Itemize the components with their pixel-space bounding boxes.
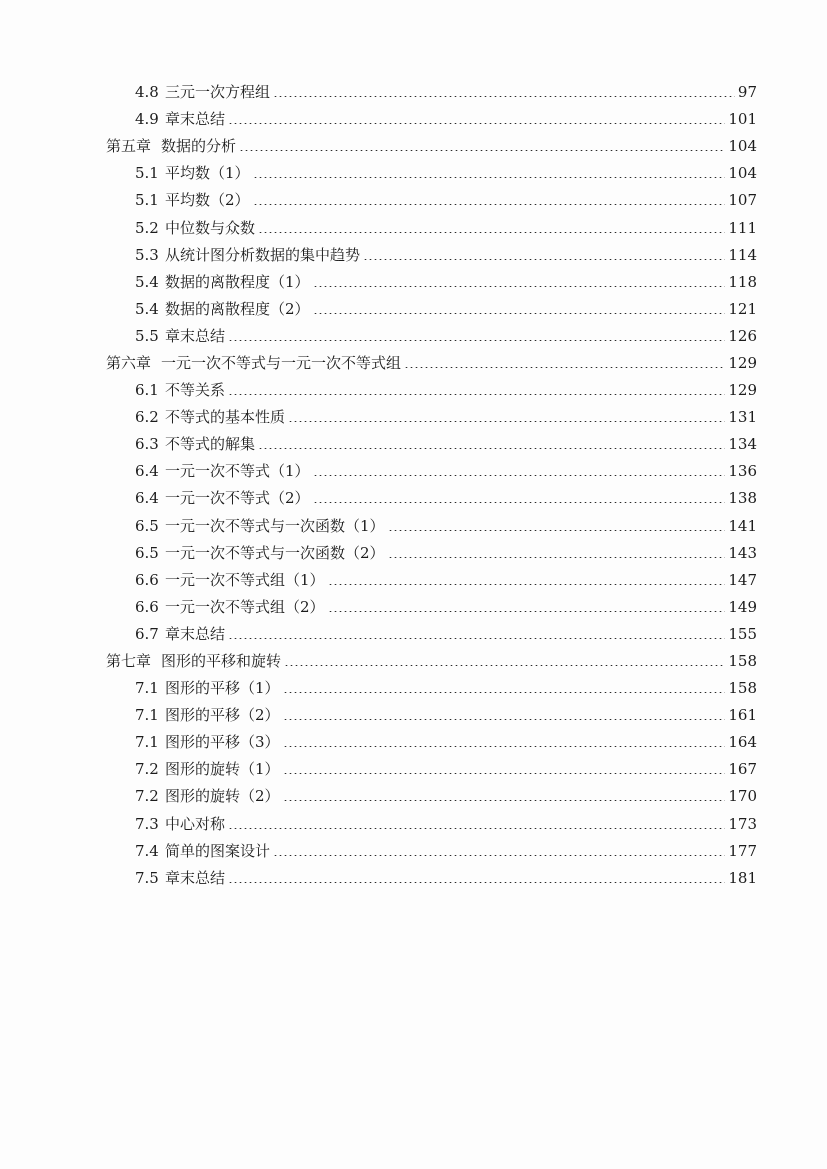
- toc-dot-leader: [363, 259, 725, 260]
- toc-dot-leader: [328, 584, 726, 585]
- toc-entry-number: 第五章: [106, 137, 152, 156]
- toc-entry-title: 章末总结: [165, 868, 226, 887]
- toc-section-entry: [0, 675, 827, 702]
- toc-dot-leader: [313, 286, 726, 287]
- toc-entry-page-number: 114: [728, 245, 757, 264]
- toc-entry-number: 7.5: [135, 868, 159, 887]
- toc-dot-leader: [313, 475, 726, 476]
- toc-dot-leader: [239, 150, 725, 151]
- toc-dot-leader: [283, 746, 726, 747]
- table-of-contents: [0, 79, 827, 892]
- toc-entry-page-number: 155: [728, 624, 757, 643]
- toc-entry-number: 6.3: [135, 435, 159, 454]
- toc-section-entry: [0, 323, 827, 350]
- toc-dot-leader: [313, 313, 726, 314]
- toc-entry-title: 一元一次不等式与一次函数（1）: [165, 516, 385, 535]
- toc-entry-title: 三元一次方程组: [165, 83, 271, 102]
- toc-section-entry: [0, 729, 827, 756]
- toc-entry-number: 6.6: [135, 570, 159, 589]
- toc-entry-title: 章末总结: [165, 624, 226, 643]
- toc-section-entry: [0, 811, 827, 838]
- toc-section-entry: [0, 838, 827, 865]
- toc-section-entry: [0, 242, 827, 269]
- toc-section-entry: [0, 377, 827, 404]
- toc-section-entry: [0, 702, 827, 729]
- toc-entry-number: 4.9: [135, 110, 159, 129]
- toc-entry-title: 数据的离散程度（1）: [165, 272, 310, 291]
- toc-dot-leader: [283, 692, 726, 693]
- toc-entry-page-number: 126: [728, 326, 757, 345]
- toc-dot-leader: [273, 855, 725, 856]
- toc-section-entry: [0, 865, 827, 892]
- toc-entry-number: 7.2: [135, 760, 159, 779]
- toc-entry-title: 章末总结: [165, 110, 226, 129]
- toc-dot-leader: [388, 530, 726, 531]
- toc-entry-title: 一元一次不等式组（1）: [165, 570, 325, 589]
- toc-dot-leader: [328, 611, 726, 612]
- toc-dot-leader: [228, 340, 725, 341]
- toc-entry-number: 6.2: [135, 408, 159, 427]
- toc-entry-title: 数据的分析: [161, 137, 237, 156]
- toc-dot-leader: [273, 96, 735, 97]
- toc-entry-page-number: 118: [728, 272, 757, 291]
- toc-dot-leader: [313, 502, 726, 503]
- toc-section-entry: [0, 106, 827, 133]
- toc-entry-page-number: 138: [728, 489, 757, 508]
- toc-entry-title: 图形的平移（2）: [165, 706, 280, 725]
- toc-entry-number: 5.2: [135, 218, 159, 237]
- toc-entry-page-number: 107: [728, 191, 757, 210]
- toc-entry-title: 不等关系: [165, 381, 226, 400]
- toc-entry-page-number: 173: [728, 814, 757, 833]
- toc-entry-title: 平均数（2）: [165, 191, 250, 210]
- toc-entry-title: 一元一次不等式与一元一次不等式组: [161, 353, 402, 372]
- toc-entry-title: 图形的平移（3）: [165, 733, 280, 752]
- toc-entry-number: 5.3: [135, 245, 159, 264]
- toc-section-entry: [0, 594, 827, 621]
- toc-entry-number: 6.5: [135, 543, 159, 562]
- toc-entry-title: 图形的平移（1）: [165, 679, 280, 698]
- toc-entry-number: 6.4: [135, 462, 159, 481]
- toc-entry-page-number: 104: [728, 137, 757, 156]
- toc-dot-leader: [258, 232, 725, 233]
- toc-entry-page-number: 147: [728, 570, 757, 589]
- toc-section-entry: [0, 485, 827, 512]
- toc-entry-number: 第六章: [106, 353, 152, 372]
- toc-section-entry: [0, 621, 827, 648]
- toc-entry-page-number: 104: [728, 164, 757, 183]
- toc-entry-page-number: 97: [737, 83, 757, 102]
- toc-entry-page-number: 158: [728, 679, 757, 698]
- toc-entry-title: 图形的旋转（1）: [165, 760, 280, 779]
- toc-section-entry: [0, 187, 827, 214]
- toc-section-entry: [0, 431, 827, 458]
- toc-section-entry: [0, 540, 827, 567]
- toc-dot-leader: [388, 557, 726, 558]
- toc-entry-page-number: 101: [728, 110, 757, 129]
- toc-entry-number: 7.2: [135, 787, 159, 806]
- toc-entry-title: 不等式的解集: [165, 435, 256, 454]
- toc-entry-page-number: 167: [728, 760, 757, 779]
- toc-entry-number: 5.4: [135, 299, 159, 318]
- toc-entry-page-number: 131: [728, 408, 757, 427]
- toc-section-entry: [0, 296, 827, 323]
- toc-entry-number: 第七章: [106, 652, 152, 671]
- toc-entry-number: 5.4: [135, 272, 159, 291]
- toc-entry-page-number: 134: [728, 435, 757, 454]
- toc-entry-number: 7.4: [135, 841, 159, 860]
- toc-dot-leader: [228, 882, 725, 883]
- toc-dot-leader: [258, 448, 725, 449]
- toc-entry-page-number: 121: [728, 299, 757, 318]
- toc-dot-leader: [288, 421, 725, 422]
- toc-entry-number: 6.5: [135, 516, 159, 535]
- toc-entry-title: 一元一次不等式（2）: [165, 489, 310, 508]
- toc-chapter-entry: [0, 648, 827, 675]
- toc-dot-leader: [228, 394, 725, 395]
- toc-dot-leader: [283, 719, 726, 720]
- toc-dot-leader: [228, 123, 725, 124]
- toc-dot-leader: [228, 638, 725, 639]
- toc-entry-title: 平均数（1）: [165, 164, 250, 183]
- toc-section-entry: [0, 214, 827, 241]
- toc-entry-page-number: 161: [728, 706, 757, 725]
- toc-entry-title: 一元一次不等式（1）: [165, 462, 310, 481]
- toc-entry-title: 中心对称: [165, 814, 226, 833]
- toc-entry-title: 图形的旋转（2）: [165, 787, 280, 806]
- toc-entry-page-number: 141: [728, 516, 757, 535]
- toc-entry-number: 7.1: [135, 679, 159, 698]
- toc-dot-leader: [253, 177, 726, 178]
- toc-entry-title: 一元一次不等式组（2）: [165, 597, 325, 616]
- toc-entry-page-number: 158: [728, 652, 757, 671]
- toc-entry-number: 5.1: [135, 191, 159, 210]
- toc-chapter-entry: [0, 133, 827, 160]
- toc-entry-title: 章末总结: [165, 326, 226, 345]
- toc-entry-number: 5.1: [135, 164, 159, 183]
- toc-entry-number: 7.3: [135, 814, 159, 833]
- toc-entry-page-number: 177: [728, 841, 757, 860]
- toc-entry-number: 4.8: [135, 83, 159, 102]
- toc-entry-number: 6.4: [135, 489, 159, 508]
- toc-dot-leader: [283, 800, 726, 801]
- toc-entry-title: 一元一次不等式与一次函数（2）: [165, 543, 385, 562]
- toc-entry-number: 6.6: [135, 597, 159, 616]
- toc-entry-number: 7.1: [135, 706, 159, 725]
- toc-entry-title: 中位数与众数: [165, 218, 256, 237]
- toc-section-entry: [0, 458, 827, 485]
- toc-entry-page-number: 129: [728, 353, 757, 372]
- toc-entry-title: 简单的图案设计: [165, 841, 271, 860]
- toc-section-entry: [0, 756, 827, 783]
- toc-dot-leader: [404, 367, 725, 368]
- toc-dot-leader: [284, 665, 725, 666]
- toc-entry-page-number: 136: [728, 462, 757, 481]
- toc-entry-number: 6.1: [135, 381, 159, 400]
- toc-entry-title: 从统计图分析数据的集中趋势: [165, 245, 361, 264]
- toc-section-entry: [0, 160, 827, 187]
- toc-section-entry: [0, 269, 827, 296]
- toc-chapter-entry: [0, 350, 827, 377]
- toc-entry-number: 5.5: [135, 326, 159, 345]
- toc-section-entry: [0, 404, 827, 431]
- toc-entry-page-number: 129: [728, 381, 757, 400]
- toc-dot-leader: [228, 828, 725, 829]
- toc-dot-leader: [283, 773, 726, 774]
- toc-entry-page-number: 181: [728, 868, 757, 887]
- toc-entry-number: 6.7: [135, 624, 159, 643]
- toc-entry-title: 不等式的基本性质: [165, 408, 286, 427]
- toc-dot-leader: [253, 204, 726, 205]
- toc-entry-number: 7.1: [135, 733, 159, 752]
- toc-entry-title: 数据的离散程度（2）: [165, 299, 310, 318]
- toc-entry-page-number: 170: [728, 787, 757, 806]
- toc-entry-page-number: 111: [728, 218, 757, 237]
- toc-entry-page-number: 149: [728, 597, 757, 616]
- toc-entry-page-number: 164: [728, 733, 757, 752]
- toc-section-entry: [0, 513, 827, 540]
- toc-entry-title: 图形的平移和旋转: [161, 652, 282, 671]
- toc-section-entry: [0, 567, 827, 594]
- toc-section-entry: [0, 783, 827, 810]
- toc-section-entry: [0, 79, 827, 106]
- toc-entry-page-number: 143: [728, 543, 757, 562]
